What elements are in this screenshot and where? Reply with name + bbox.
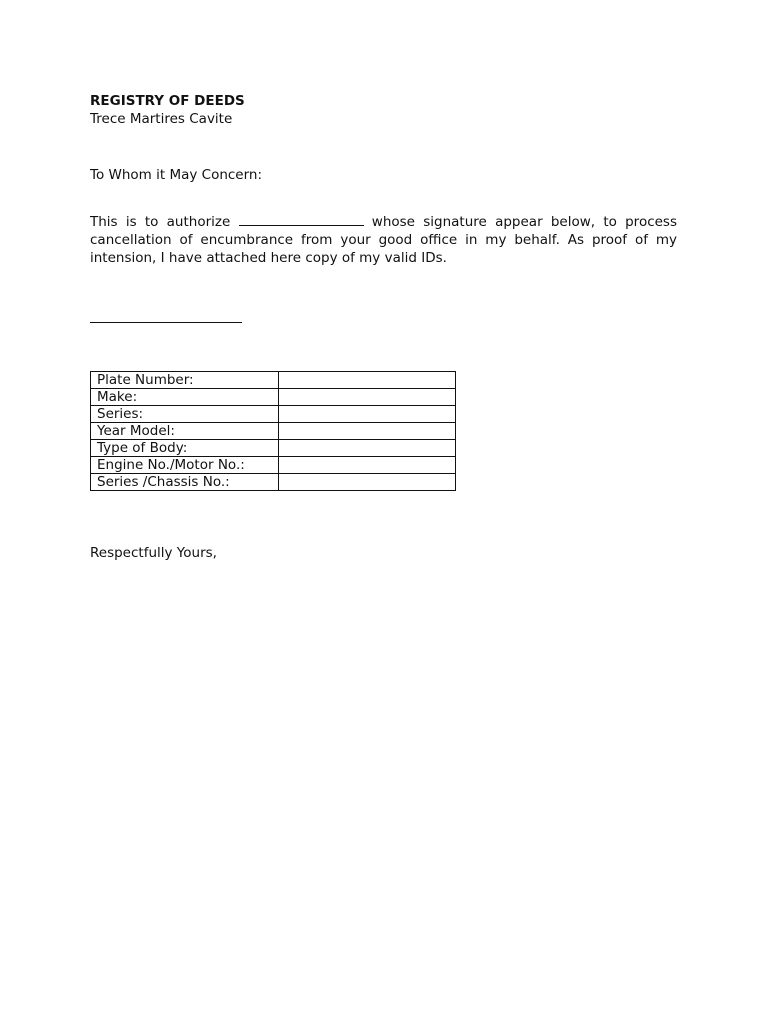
field-value [278,423,456,440]
table-row [91,406,456,423]
signature-line [90,321,242,323]
field-value [278,457,456,474]
table-row [91,389,456,406]
field-label: Year Model: [91,423,279,440]
document-page [90,92,677,576]
field-value [278,406,456,423]
vehicle-details-table [90,371,456,491]
field-label: Type of Body: [91,440,279,457]
authorized-person-blank [239,212,364,226]
table-row [91,372,456,389]
office-heading: REGISTRY OF DEEDS [90,93,245,109]
field-label: Series: [91,406,279,423]
closing-line: Respectfully Yours, [90,545,217,561]
field-label: Series /Chassis No.: [91,474,279,491]
field-value [278,474,456,491]
field-value [278,389,456,406]
body-text-end: whose signature appear below, to process cancellation of encumbrance from your good office in my behalf. As proof of my intension, I have attached here copy of my valid IDs. [90,214,677,266]
office-location: Trece Martires Cavite [90,111,233,127]
field-label: Plate Number: [91,372,279,389]
table-row [91,457,456,474]
field-label: Make: [91,389,279,406]
table-row [91,474,456,491]
field-label: Engine No./Motor No.: [91,457,279,474]
table-row [91,440,456,457]
salutation: To Whom it May Concern: [90,167,263,183]
body-text-start: This is to authorize [90,214,231,230]
table-row [91,423,456,440]
field-value [278,440,456,457]
field-value [278,372,456,389]
authorization-paragraph [90,212,677,267]
